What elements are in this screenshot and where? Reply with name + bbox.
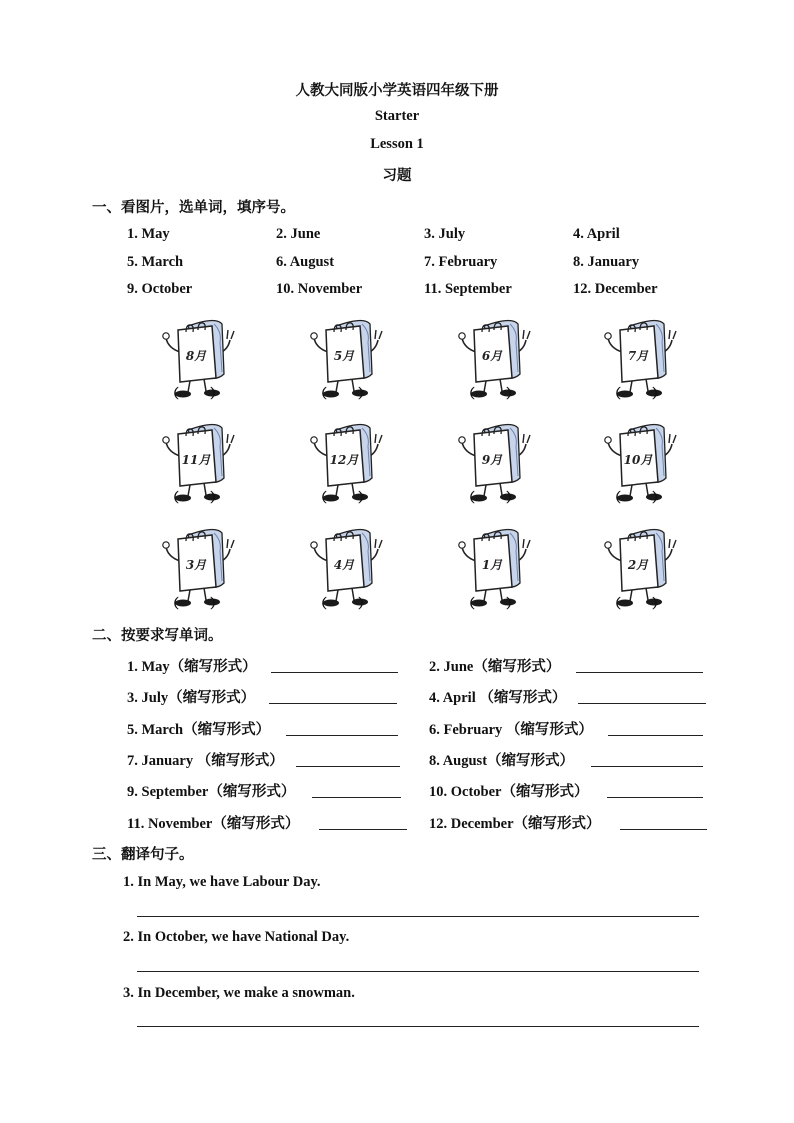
word-row-3 — [127, 281, 727, 301]
paren-close: ） — [210, 596, 224, 611]
answer-line-1[interactable] — [137, 916, 699, 917]
paren-open: （ — [608, 490, 622, 505]
answer-blank[interactable] — [296, 766, 400, 767]
abbreviation-prompt: 12. December（缩写形式） — [429, 816, 601, 832]
answer-blank[interactable] — [591, 766, 703, 767]
abbreviation-prompt: 2. June（缩写形式） — [429, 659, 561, 675]
abbreviation-prompt: 11. November（缩写形式） — [127, 816, 300, 832]
paren-open: （ — [166, 386, 180, 401]
answer-blank[interactable] — [576, 672, 703, 673]
abbreviation-prompt: 9. September（缩写形式） — [127, 784, 296, 800]
section-2-title: 二、按要求写单词。 — [92, 628, 223, 644]
month-label: 3月 — [185, 558, 207, 572]
word-option: 12. December — [573, 281, 658, 297]
month-label: 7月 — [627, 349, 649, 363]
paren-open: （ — [608, 596, 622, 611]
abbreviation-prompt: 5. March（缩写形式） — [127, 722, 271, 738]
abbreviation-prompt: 1. May（缩写形式） — [127, 659, 257, 675]
abbreviation-prompt: 4. April （缩写形式） — [429, 690, 567, 706]
lesson-name: Lesson 1 — [370, 136, 424, 152]
word-option: 1. May — [127, 226, 170, 242]
answer-blank[interactable] — [312, 797, 401, 798]
paren-open: （ — [314, 386, 328, 401]
abbreviation-prompt: 7. January （缩写形式） — [127, 753, 284, 769]
paren-open: （ — [462, 386, 476, 401]
sentence-1: 1. In May, we have Labour Day. — [123, 874, 321, 890]
abbreviation-prompt: 8. August（缩写形式） — [429, 753, 575, 769]
abbreviation-prompt: 6. February （缩写形式） — [429, 722, 593, 738]
sentence-3: 3. In December, we make a snowman. — [123, 985, 355, 1001]
paren-close: ） — [358, 386, 372, 401]
month-label: 6月 — [481, 349, 503, 363]
paren-open: （ — [314, 490, 328, 505]
page-title: 人教大同版小学英语四年级下册 — [295, 83, 499, 99]
answer-blank[interactable] — [620, 829, 707, 830]
answer-blank[interactable] — [608, 735, 703, 736]
paren-close: ） — [506, 596, 520, 611]
paren-open: （ — [462, 490, 476, 505]
month-label: 2月 — [627, 558, 649, 572]
paren-close: ） — [358, 596, 372, 611]
paren-open: （ — [166, 490, 180, 505]
paren-open: （ — [314, 596, 328, 611]
month-label: 9月 — [481, 453, 503, 467]
answer-line-3[interactable] — [137, 1026, 699, 1027]
word-option: 3. July — [424, 226, 466, 242]
section-3-title: 三、翻译句子。 — [92, 847, 194, 863]
month-label: 11月 — [181, 453, 211, 467]
paren-close: ） — [506, 490, 520, 505]
paren-close: ） — [358, 490, 372, 505]
answer-blank[interactable] — [269, 703, 397, 704]
month-label: 5月 — [333, 349, 355, 363]
month-label: 12月 — [329, 453, 359, 467]
answer-blank[interactable] — [578, 703, 706, 704]
word-option: 10. November — [276, 281, 363, 297]
answer-blank[interactable] — [271, 672, 398, 673]
answer-blank[interactable] — [607, 797, 703, 798]
word-row-1 — [127, 226, 727, 246]
month-label: 1月 — [481, 558, 503, 572]
abbreviation-prompt: 3. July（缩写形式） — [127, 690, 256, 706]
sentence-2: 2. In October, we have National Day. — [123, 929, 350, 945]
word-option: 2. June — [276, 226, 321, 242]
answer-line-2[interactable] — [137, 971, 699, 972]
word-option: 6. August — [276, 254, 335, 270]
paren-close: ） — [652, 490, 666, 505]
exercise-label: 习题 — [382, 168, 412, 184]
word-option: 9. October — [127, 281, 193, 297]
paren-close: ） — [210, 490, 224, 505]
paren-close: ） — [652, 596, 666, 611]
month-label: 4月 — [333, 558, 355, 572]
month-label: 10月 — [623, 453, 653, 467]
word-option: 5. March — [127, 254, 184, 270]
word-row-2 — [127, 254, 727, 274]
paren-open: （ — [608, 386, 622, 401]
section-1-title: 一、看图片，选单词，填序号。 — [92, 200, 295, 216]
word-option: 11. September — [424, 281, 512, 297]
paren-close: ） — [506, 386, 520, 401]
month-label: 8月 — [185, 349, 207, 363]
answer-blank[interactable] — [286, 735, 398, 736]
paren-close: ） — [652, 386, 666, 401]
word-option: 8. January — [573, 254, 640, 270]
paren-close: ） — [210, 386, 224, 401]
word-option: 7. February — [424, 254, 498, 270]
paren-open: （ — [166, 596, 180, 611]
word-option: 4. April — [573, 226, 620, 242]
abbreviation-prompt: 10. October（缩写形式） — [429, 784, 589, 800]
answer-blank[interactable] — [319, 829, 407, 830]
unit-name: Starter — [374, 108, 420, 124]
paren-open: （ — [462, 596, 476, 611]
